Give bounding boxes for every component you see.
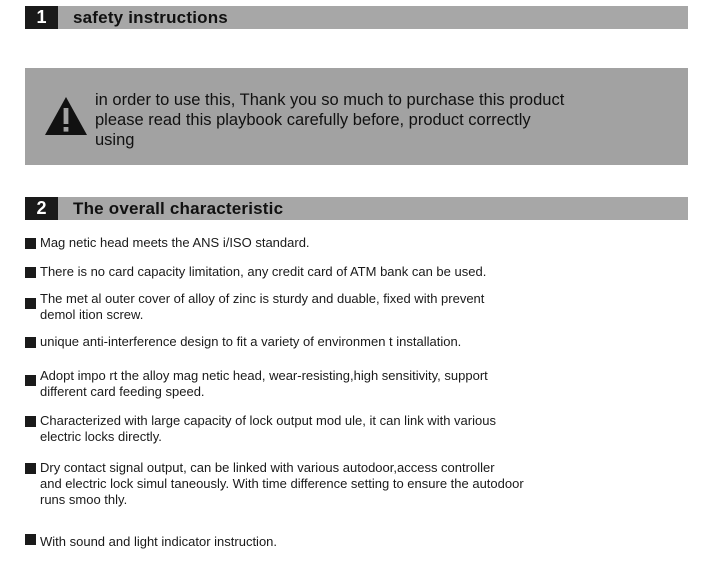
section-number: 1	[25, 6, 58, 29]
warning-line: using	[95, 131, 135, 149]
bullet-square-icon	[25, 337, 36, 348]
bullet-square-icon	[25, 416, 36, 427]
bullet-square-icon	[25, 534, 36, 545]
bullet-square-icon	[25, 267, 36, 278]
feature-text: There is no card capacity limitation, any credit card of ATM bank can be used.	[40, 264, 487, 279]
section-title: The overall characteristic	[73, 199, 284, 218]
warning-line: in order to use this, Thank you so much to purchase this product	[95, 91, 565, 109]
bullet-square-icon	[25, 463, 36, 474]
section-number: 2	[25, 197, 58, 220]
warning-triangle-icon	[44, 96, 88, 136]
warning-line: please read this playbook carefully before, product correctly	[95, 111, 531, 129]
feature-text: Adopt impo rt the alloy mag netic head, wear-resisting,high sensitivity, support different card feeding speed.	[40, 368, 488, 399]
warning-message	[95, 90, 695, 150]
feature-text: The met al outer cover of alloy of zinc is sturdy and duable, fixed with prevent demol ition screw.	[40, 291, 485, 322]
feature-text: Mag netic head meets the ANS i/ISO standard.	[40, 235, 310, 250]
bullet-square-icon	[25, 298, 36, 309]
bullet-square-icon	[25, 238, 36, 249]
feature-text: With sound and light indicator instruction.	[40, 534, 278, 549]
section-title: safety instructions	[73, 8, 228, 27]
section-header-characteristics	[25, 197, 688, 220]
warning-box	[25, 68, 688, 165]
bullet-square-icon	[25, 375, 36, 386]
feature-text: unique anti-interference design to fit a variety of environmen t installation.	[40, 334, 462, 349]
section-header-safety	[25, 6, 688, 29]
feature-text: Characterized with large capacity of lock output mod ule, it can link with various electric locks directly.	[40, 413, 496, 444]
feature-text: Dry contact signal output, can be linked with various autodoor,access controller and electric lock simul taneously. With time difference setting to ensure the autodoor runs smoo thly.	[40, 460, 524, 507]
